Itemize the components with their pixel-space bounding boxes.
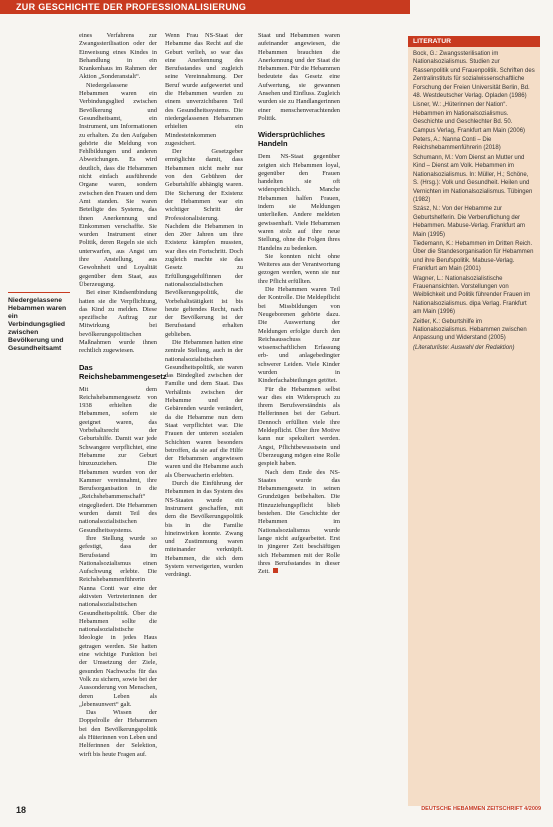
paragraph: Sie konnten nicht ohne Weiteres aus der Verantwortung gezogen werden, wenn sie nur ihre Pflicht erfüllten. [258, 252, 340, 285]
literature-heading: LITERATUR [408, 36, 540, 47]
paragraph: Die Hebammen hatten eine zentrale Stellung, auch in der nationalsozialistischen Gesundheitspolitik, sie waren das Bindeglied zwischen der Familie und dem Staat. Das Verhältnis zwischen der Hebamme und der Gebärenden wurde verändert, da die Hebamme nun dem Staat verpflichtet war. Die Frauen der unteren sozialen Schichten waren besonders betroffen, da sie auf die Hilfe der Hebammen angewiesen waren und die Hebamme auch als Überwacherin erlebten. [165, 338, 243, 479]
literature-entry: Lisner, W.: „Hüterinnen der Nation“. Hebammen im Nationalsozialismus. Geschichte und Geschlechter Bd. 50. Campus Verlag, Frankfurt am Main (2006) [413, 102, 526, 134]
paragraph: Ihre Stellung wurde so gefestigt, dass der Berufsstand im Nationalsozialismus einen Aufschwung erlebte. Die Reichshebammenführerin Nanna Conti war eine der aktivsten Vertreterinnen der nationalsozialistischen Gesundheitspolitik. Über die Hebammen sollte die nationalsozialistische Ideologie in jedes Haus getragen werden. Sie hatten eine wichtige Funktion bei der Umsetzung der Ziele, gesunden Nachwuchs für das Volk zu sichern, sowie bei der Aussonderung von Menschen, deren Leben als „lebensunwert“ galt. [79, 534, 157, 708]
literature-entry: Bock, G.: Zwangssterilisation im Nationalsozialismus. Studien zur Rassenpolitik und Frauenpolitik. Schriften des Zentralinstituts für sozialwissenschaftliche Forschung der Freien Universität Berlin, Bd. 48. Westdeutscher Verlag. Opladen (1986) [413, 51, 535, 100]
paragraph: Dem NS-Staat gegenüber zeigten sich Hebammen loyal, gegenüber den Frauen handelten sie oft widersprüchlich. Manche Hebammen halfen Frauen, indem sie Meldungen unterließen. Andere meldeten gewissenhaft. Viele Hebammen waren stolz auf ihre neue Stellung, ohne die Folgen ihres Handelns zu bedenken. [258, 153, 340, 252]
paragraph: eines Verfahrens zur Zwangssterilisation oder der Einweisung eines Kindes in Behandlung in ein Krankenhaus im Rahmen der Aktion „Sonderanstalt“. [79, 32, 157, 81]
page-number: 18 [16, 805, 27, 815]
end-of-article-icon [273, 568, 278, 573]
literature-entry: Szász, N.: Von der Hebamme zur Geburtshelferin. Die Verberuflichung der Hebammen. Mabuse-Verlag. Frankfurt am Main (1995) [413, 206, 526, 238]
literature-entry: Peters, A.: Nanna Conti – Die Reichshebammenführerin (2018) [413, 137, 501, 152]
section-heading: Das Reichshebammengesetz [79, 362, 167, 381]
paragraph: Die Hebammen waren Teil der Kontrolle. Die Meldepflicht bei Missbildungen von Neugeborenen gehörte dazu. Die Auswertung der Meldungen erfolgte durch den Reichsausschuss zur wissenschaftlichen Erfassung erb- und anlagebedingter schwerer Leiden. Viele Kinder wurden in Kinderfachabteilungen getötet. [258, 286, 340, 385]
literature-entry: Schumann, M.: Vom Dienst an Mutter und Kind – Dienst am Volk. Hebammen im Nationalsozialismus. In: Müller, H.; Schöne, S. (Hrsg.): Volk und Gesundheit. Heilen und Vernichten im Nationalsozialismus. Tübingen (1982) [413, 154, 533, 203]
literature-note: (Literaturliste: Auswahl der Redaktion) [413, 344, 515, 351]
section-banner-title: ZUR GESCHICHTE DER PROFESSIONALISIERUNG [16, 2, 247, 12]
paragraph: Niedergelassene Hebammen waren ein Verbindungsglied zwischen Bevölkerung und Gesundheitsamt, ein Instrument, um Informationen zu erhalten. Zu den Aufgaben gehörte die Meldung von Fehlbildungen und anderen Abweichungen. Es wird deutlich, dass die Hebammen nicht einfach ausführende Organe waren, sondern zwischen den Frauen und dem Amt standen. Sie waren Beteiligte des Systems, das ihnen Anerkennung und Einkommen verschaffte. Sie wurden Instrument einer Politik, deren Regeln sie sich unterwarfen, aus Angst um ihre Anstellung, aus Gewohnheit und Loyalität gegenüber dem Staat, aus Überzeugung. [79, 81, 157, 288]
paragraph: Mit dem Reichshebammengesetz von 1938 erhielten die Hebammen, sofern sie geeignet waren, das Vorbehaltsrecht der Geburtshilfe. Damit war jede Schwangere verpflichtet, eine Hebamme zur Geburt hinzuzuziehen. Die Hebammen wurden von der Kammer vereinnahmt, ihre Berufsorganisation in die „Reichshebammenschaft“ eingegliedert. Die Hebammen wurden damit Teil des nationalsozialistischen Gesundheitssystems. [79, 385, 157, 534]
literature-box [408, 36, 540, 806]
paragraph: Der Gesetzgeber ermöglichte damit, dass Hebammen nicht mehr nur von den Gebühren der Geburtshilfe abhängig waren. Die Sicherung der Existenz der Hebammen war ein wichtiger Schritt der Professionalisierung. Nachdem die Hebammen in den 20er Jahren um ihre Existenz kämpfen mussten, war dies ein Fortschritt. Doch zugleich machte sie das Gesetz zu Erfüllungsgehilfinnen der nationalsozialistischen Bevölkerungspolitik, die Vorbehaltstätigkeit ist bis heute geltendes Recht, nach der Bevölkerung ist der Berufsstand erhalten geblieben. [165, 148, 243, 338]
article-column-2 [165, 32, 243, 802]
article-column-3 [258, 32, 340, 802]
article-column-1 [79, 32, 167, 802]
paragraph: Das Wissen der Doppelrolle der Hebammen bei den Bevölkerungspolitik als Hüterinnen von Leben und Helferinnen der Selektion, wirft bis heute Fragen auf. [79, 709, 157, 758]
literature-entry: Tiedemann, K.: Hebammen im Dritten Reich. Über die Standesorganisation für Hebammen und ihre Berufspolitik. Mabuse-Verlag. Frankfurt am Main (2001) [413, 240, 534, 273]
paragraph-text: Nach dem Ende des NS-Staates wurde das Hebammengesetz in seinen Grundzügen beibehalten. Die Hinzuziehungspflicht blieb bestehen. Die Geschichte der Hebammen im Nationalsozialismus wurde lange nicht aufgearbeitet. Erst in jüngerer Zeit beschäftigen sich Hebammen mit der Rolle ihres Berufsstandes in dieser Zeit. [258, 468, 340, 576]
section-heading: Widersprüchliches Handeln [258, 130, 326, 149]
paragraph: Durch die Einführung der Hebammen in das System des NS-Staates wurde ein Instrument geschaffen, mit dem die Bevölkerungspolitik bis in die Familie hineinwirken konnte. Zwang und Zustimmung waren miteinander verknüpft. Hebammen, die sich dem System verweigerten, wurden verdrängt. [165, 480, 243, 579]
publication-name: DEUTSCHE HEBAMMEN ZEITSCHRIFT 4/2009 [421, 806, 541, 812]
literature-list [408, 47, 540, 356]
paragraph [258, 469, 340, 577]
publication-footer [421, 806, 541, 812]
paragraph: Bei einer Kindsentbindung hatten sie die Verpflichtung, das Kind zu melden. Diese spezifische Auftrag zur Mitwirkung bei bevölkerungspolitischen Maßnahmen wurde ihnen rechtlich zugewiesen. [79, 289, 157, 355]
pull-quote: Niedergelassene Hebammen waren ein Verbindungsglied zwischen Bevölkerung und Gesundheitsamt [8, 292, 70, 353]
literature-entry: Zeitler, K.: Geburtshilfe im Nationalsozialismus. Hebammen zwischen Anpassung und Widerstand (2005) [413, 318, 527, 342]
paragraph: Staat und Hebammen waren aufeinander angewiesen, die Hebammen brauchten die Anerkennung und der Staat die Hebammen. Für die Hebammen bedeutete das Gesetz eine Aufwertung, sie gewannen Ansehen und Einfluss. Zugleich wurden sie zu Handlangerinnen einer menschenverachtenden Politik. [258, 32, 340, 122]
section-banner [0, 0, 410, 14]
paragraph: Für die Hebammen selbst war dies ein Widerspruch zu ihrem Berufsverständnis als Helferinnen bei der Geburt. Dennoch erfüllten viele ihre Meldepflicht. Über ihre Motive kann nur spekuliert werden. Angst, Pflichtbewusstsein und Überzeugung mögen eine Rolle gespielt haben. [258, 385, 340, 468]
paragraph: Wenn Frau NS-Staat der Hebamme das Recht auf die Geburt verlieh, so war das eine Anerkennung des Berufsstandes und zugleich seine Vereinnahmung. Der Beruf wurde aufgewertet und die Hebammen wurden zu einem unverzichtbaren Teil des Gesundheitssystems. Die niedergelassenen Hebammen erhielten ein Mindesteinkommen zugesichert. [165, 32, 243, 147]
literature-entry: Wagner, L.: Nationalsozialistische Frauenansichten. Vorstellungen von Weiblichkeit und Politik führender Frauen im Nationalsozialismus. dipa Verlag. Frankfurt am Main (1996) [413, 275, 531, 316]
